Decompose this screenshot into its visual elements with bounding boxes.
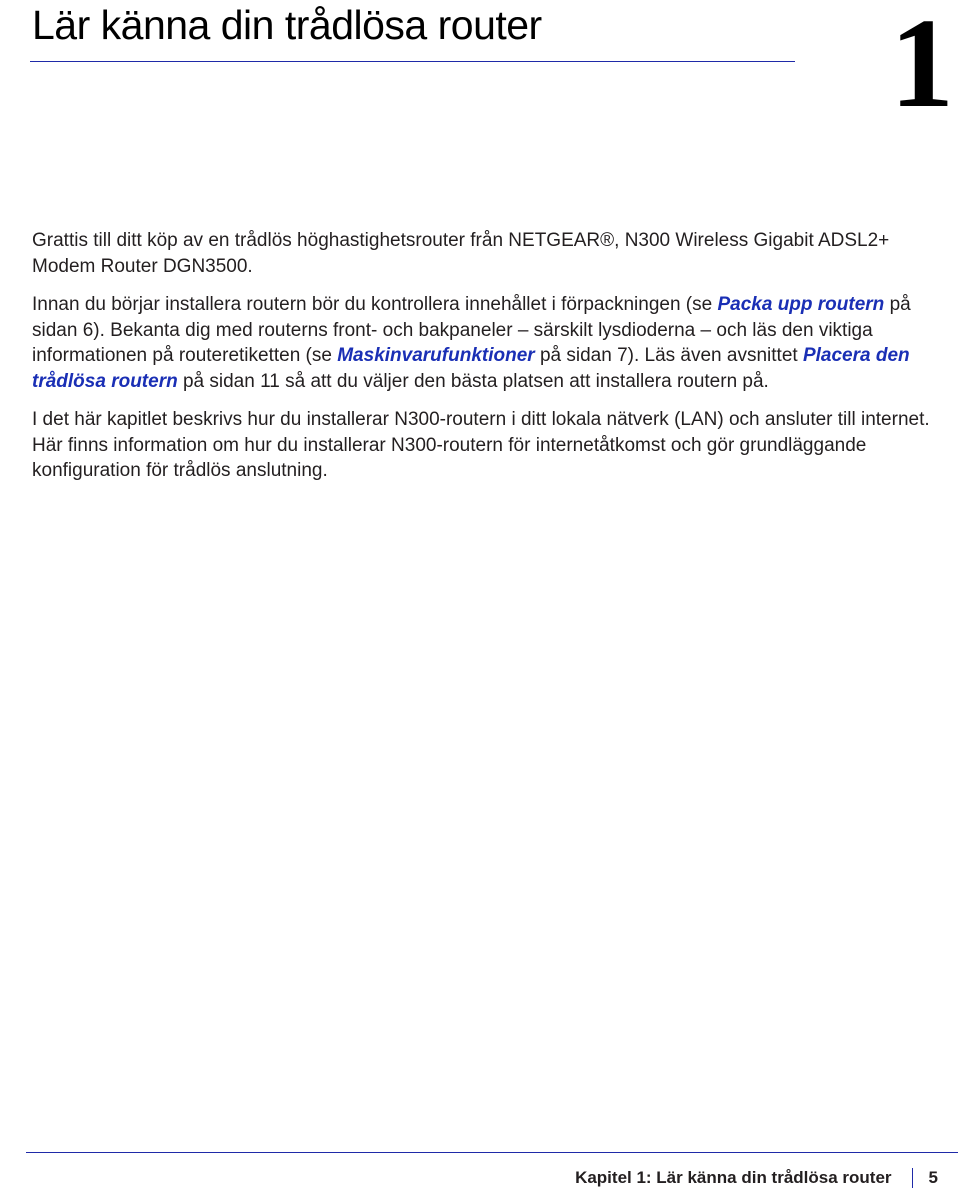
link-maskinvarufunktioner[interactable]: Maskinvarufunktioner	[337, 345, 535, 366]
link-packa-upp-routern[interactable]: Packa upp routern	[717, 294, 885, 315]
chapter-number: 1	[890, 0, 954, 134]
footer-separator	[912, 1168, 913, 1188]
page-number: 5	[928, 1168, 938, 1187]
text-segment: på sidan 11 så att du väljer den bästa platsen att installera routern på.	[177, 370, 769, 392]
link-placera-routern[interactable]: Placera den trådlösa routern	[32, 345, 910, 392]
chapter-title: Lär känna din trådlösa router	[32, 2, 542, 48]
footer-divider	[26, 1152, 958, 1153]
title-divider	[30, 61, 795, 62]
page-footer	[575, 1166, 938, 1190]
preparation-paragraph	[32, 292, 932, 394]
text-segment: på sidan 6). Bekanta dig med routerns front- och bakpaneler – särskilt lysdioderna – och läs den viktiga informationen på routeretiketten (se	[32, 294, 911, 366]
footer-chapter-label: Kapitel 1: Lär känna din trådlösa router	[575, 1168, 892, 1187]
chapter-body	[32, 228, 932, 497]
text-segment: på sidan 7). Läs även avsnittet	[534, 345, 803, 366]
chapter-overview-paragraph: I det här kapitlet beskrivs hur du installerar N300-routern i ditt lokala nätverk (LAN) och ansluter till internet. Här finns information om hur du installerar N300-routern för internetåtkomst och gör grundläggande konfiguration för trådlös anslutning.	[32, 409, 930, 481]
text-segment: Innan du börjar installera routern bör du kontrollera innehållet i förpackningen (se	[32, 294, 718, 315]
intro-paragraph: Grattis till ditt köp av en trådlös höghastighetsrouter från NETGEAR®, N300 Wireless Gigabit ADSL2+ Modem Router DGN3500.	[32, 230, 890, 277]
